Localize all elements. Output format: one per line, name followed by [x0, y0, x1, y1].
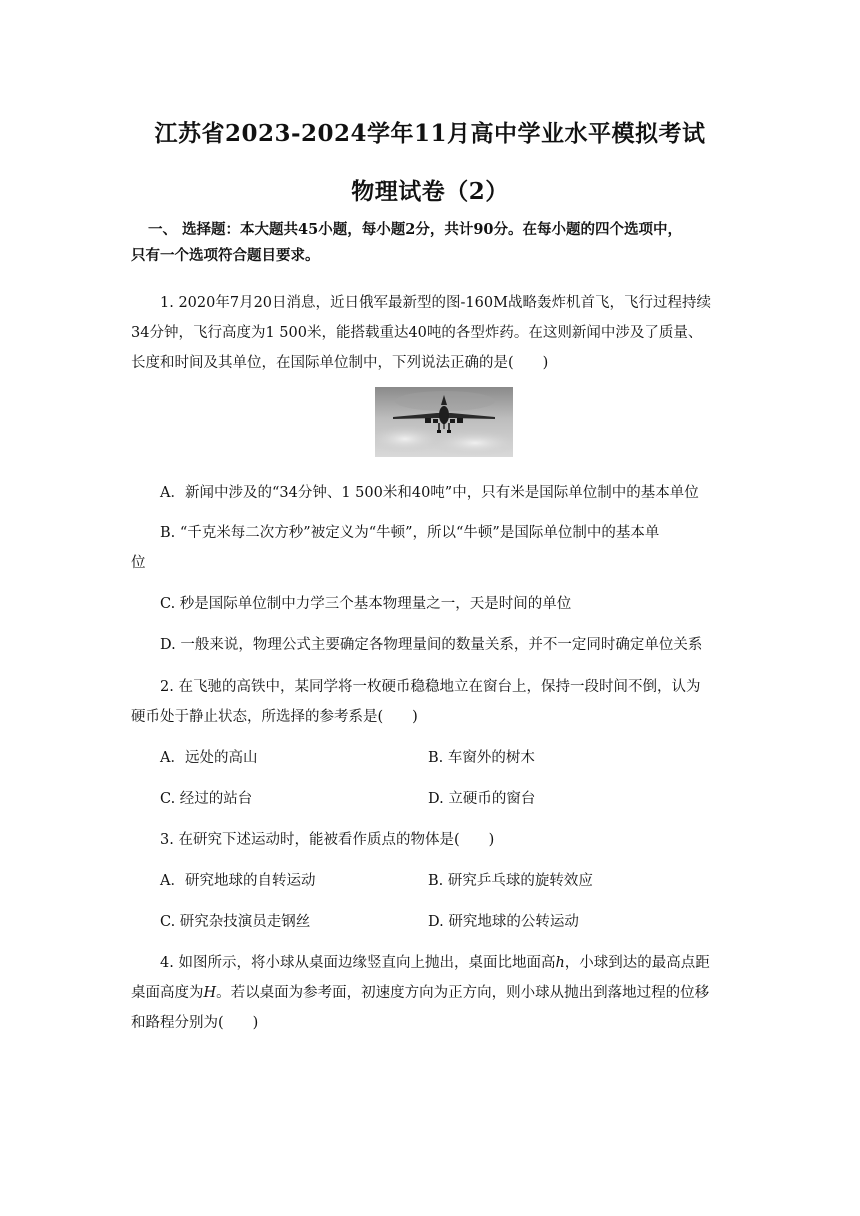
- q2-stem-line2: 硬币处于静止状态，所选择的参考系是( ): [131, 709, 418, 725]
- q4-stem-line2: [131, 981, 709, 1002]
- q2-option-b: B. 车窗外的树木: [428, 750, 535, 766]
- q4-line2-text-a: 桌面高度为: [131, 985, 204, 1001]
- q4-line2-text-b: 。若以桌面为参考面，初速度方向为正方向，则小球从抛出到落地过程的位移: [216, 985, 710, 1001]
- q2-option-c: C. 经过的站台: [160, 791, 253, 807]
- page-title: 江苏省2023-2024学年11月高中学业水平模拟考试: [154, 120, 706, 147]
- q1-stem-line2: 34分钟，飞行高度为1 500米，能搭载重达40吨的各型炸药。在这则新闻中涉及了质量、: [131, 325, 703, 341]
- q4-line1-text-a: 4. 如图所示，将小球从桌面边缘竖直向上抛出，桌面比地面高: [160, 955, 556, 971]
- bomber-aircraft-photo: [375, 387, 513, 457]
- q1-stem-line3: 长度和时间及其单位，在国际单位制中，下列说法正确的是( ): [131, 355, 549, 371]
- q1-option-b-line1: B. “千克米每二次方秒”被定义为“牛顿”，所以“牛顿”是国际单位制中的基本单: [160, 525, 660, 541]
- q3-option-c: C. 研究杂技演员走钢丝: [160, 914, 311, 930]
- q1-stem-line1: 1. 2020年7月20日消息，近日俄军最新型的图-160M战略轰炸机首飞，飞行过程持续: [160, 295, 711, 311]
- q2-option-a: A．远处的高山: [160, 750, 258, 766]
- q4-stem-line1: [160, 951, 710, 972]
- q4-stem-line3: 和路程分别为( ): [131, 1015, 259, 1031]
- q4-line1-text-b: ，小球到达的最高点距: [564, 955, 710, 971]
- q1-option-c: C. 秒是国际单位制中力学三个基本物理量之一，天是时间的单位: [160, 596, 572, 612]
- q3-option-b: B. 研究乒乓球的旋转效应: [428, 873, 593, 889]
- page-subtitle: 物理试卷（2）: [351, 178, 509, 205]
- q2-stem-line1: 2. 在飞驰的高铁中，某同学将一枚硬币稳稳地立在窗台上，保持一段时间不倒，认为: [160, 679, 701, 695]
- q3-option-d: D. 研究地球的公转运动: [428, 914, 579, 930]
- q3-option-a: A．研究地球的自转运动: [160, 873, 316, 889]
- q3-stem-line1: 3. 在研究下述运动时，能被看作质点的物体是( ): [160, 832, 495, 848]
- q1-option-d: D. 一般来说，物理公式主要确定各物理量间的数量关系，并不一定同时确定单位关系: [160, 637, 703, 653]
- section-heading-line2: 只有一个选项符合题目要求。: [131, 247, 320, 264]
- q1-option-b-line2: 位: [131, 555, 146, 571]
- q4-var-h: h: [555, 955, 565, 971]
- q2-option-d: D. 立硬币的窗台: [428, 791, 536, 807]
- section-heading-line1: 一、 选择题：本大题共45小题，每小题2分，共计90分。在每小题的四个选项中，: [148, 221, 682, 238]
- q4-var-H: H: [203, 985, 217, 1001]
- q1-option-a: A．新闻中涉及的“34分钟、1 500米和40吨”中，只有米是国际单位制中的基本单位: [160, 485, 699, 501]
